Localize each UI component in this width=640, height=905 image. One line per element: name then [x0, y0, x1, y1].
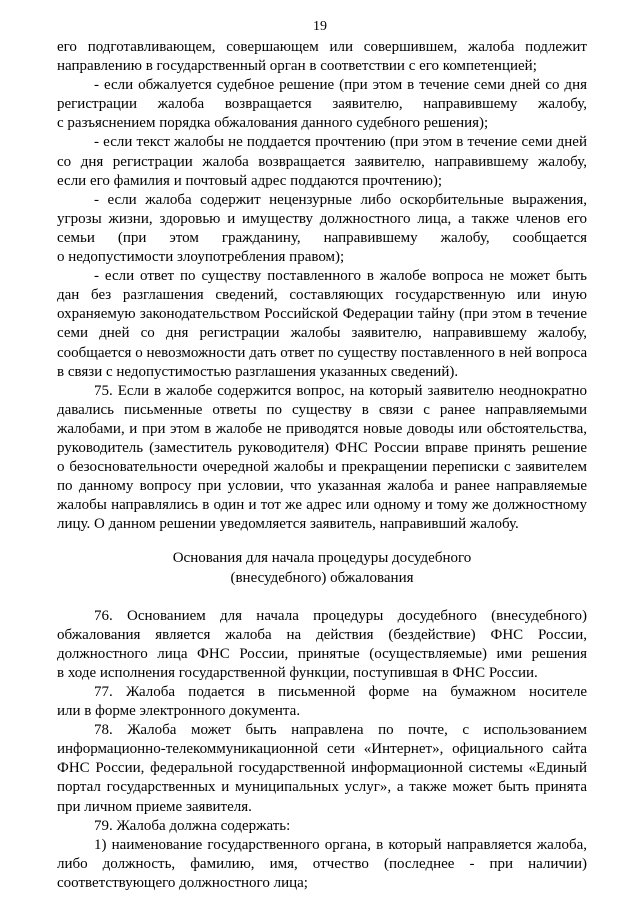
text-line: охраняемую законодательством Российской Федерации тайну (при этом в течение	[57, 306, 587, 323]
text-line: - если жалоба содержит нецензурные либо оскорбительные выражения,	[94, 191, 587, 208]
text-line: 1) наименование государственного органа, в который направляется жалоба,	[94, 836, 587, 853]
text-line: жалобами, и при этом в жалобе не приводятся новые доводы или обстоятельства,	[57, 420, 587, 437]
text-line: соответствующего должностного лица;	[57, 874, 308, 891]
text-line: жалобы направлялись в один и тот же адрес или одному и тому же должностному	[57, 497, 587, 514]
paragraph-continuation	[57, 38, 587, 76]
text-line: если его фамилия и почтовый адрес поддаются прочтению);	[57, 172, 443, 189]
text-line: либо должность, фамилию, имя, отчество (последнее - при наличии)	[57, 855, 587, 872]
text-line: при личном приеме заявителя.	[57, 798, 252, 815]
text-line: должностного лица ФНС России, принятые (осуществляемые) ими решения	[57, 645, 587, 662]
paragraph-77	[57, 683, 587, 721]
text-line: 75. Если в жалобе содержится вопрос, на который заявителю неоднократно	[94, 382, 587, 399]
text-line: - если обжалуется судебное решение (при этом в течение семи дней со дня	[94, 77, 587, 94]
text-line: о безосновательности очередной жалобы и прекращении переписки с заявителем	[57, 459, 587, 476]
text-line: по данному вопросу при условии, что указанная жалоба и ранее направляемые	[57, 478, 587, 495]
paragraph-79-item-1	[57, 836, 587, 893]
text-line: 79. Жалоба должна содержать:	[94, 817, 291, 834]
text-line: направлению в государственный орган в соответствии с его компетенцией;	[57, 58, 537, 75]
text-line: обжалования является жалоба на действия (бездействие) ФНС России,	[57, 626, 587, 643]
text-line: давались письменные ответы по существу в связи с ранее направляемыми	[57, 401, 587, 418]
text-line: угрозы жизни, здоровью и имуществу должностного лица, а также членов его	[57, 210, 587, 227]
document-body	[57, 38, 587, 893]
paragraph-unreadable-text	[57, 133, 587, 190]
text-line: - если текст жалобы не поддается прочтению (при этом в течение семи дней	[94, 134, 587, 151]
text-line: портал государственных и муниципальных услуг», а также может быть принята	[57, 779, 587, 796]
section-heading-line: (внесудебного) обжалования	[230, 569, 414, 586]
text-line: семьи (при этом гражданину, направившему жалобу, сообщается	[57, 229, 587, 246]
text-line: лицу. О данном решении уведомляется заявитель, направивший жалобу.	[57, 516, 519, 533]
paragraph-78	[57, 721, 587, 816]
text-line: 78. Жалоба может быть направлена по почте, с использованием	[94, 722, 587, 739]
text-line: в связи с недопустимостью разглашения указанных сведений).	[57, 363, 459, 380]
text-line: с разъяснением порядка обжалования данного судебного решения);	[57, 115, 489, 132]
text-line: регистрации жалоба возвращается заявителю, направившему жалобу,	[57, 96, 587, 113]
paragraph-75	[57, 382, 587, 535]
paragraph-secret-information	[57, 267, 587, 382]
text-line: со дня регистрации жалоба возвращается заявителю, направившему жалобу,	[57, 153, 587, 170]
text-line: семи дней со дня регистрации жалобы заявителю, направившему жалобу,	[57, 325, 587, 342]
page-number: 19	[313, 19, 327, 34]
text-line: о недопустимости злоупотребления правом);	[57, 249, 345, 266]
text-line: руководитель (заместитель руководителя) ФНС России вправе принять решение	[57, 439, 587, 456]
paragraph-76	[57, 607, 587, 683]
text-line: ФНС России, федеральной государственной информационной системы «Единый	[57, 760, 587, 777]
paragraph-79	[57, 817, 587, 836]
paragraph-obscene-expressions	[57, 191, 587, 267]
text-line: дан без разглашения сведений, составляющих государственную или иную	[57, 287, 587, 304]
text-line: или в форме электронного документа.	[57, 703, 301, 720]
text-line: его подготавливающем, совершающем или совершившем, жалоба подлежит	[57, 39, 587, 55]
text-line: - если ответ по существу поставленного в жалобе вопроса не может быть	[94, 268, 587, 285]
text-line: сообщается о невозможности дать ответ по существу поставленного в ней вопроса	[57, 344, 588, 361]
section-heading	[57, 549, 587, 587]
section-heading-line: Основания для начала процедуры досудебного	[172, 550, 472, 567]
text-line: 76. Основанием для начала процедуры досудебного (внесудебного)	[94, 607, 587, 624]
text-line: информационно-телекоммуникационной сети «Интернет», официального сайта	[57, 741, 587, 758]
paragraph-court-decision	[57, 76, 587, 133]
text-line: 77. Жалоба подается в письменной форме на бумажном носителе	[94, 684, 587, 700]
text-line: в ходе исполнения государственной функции, поступившая в ФНС России.	[57, 664, 538, 681]
